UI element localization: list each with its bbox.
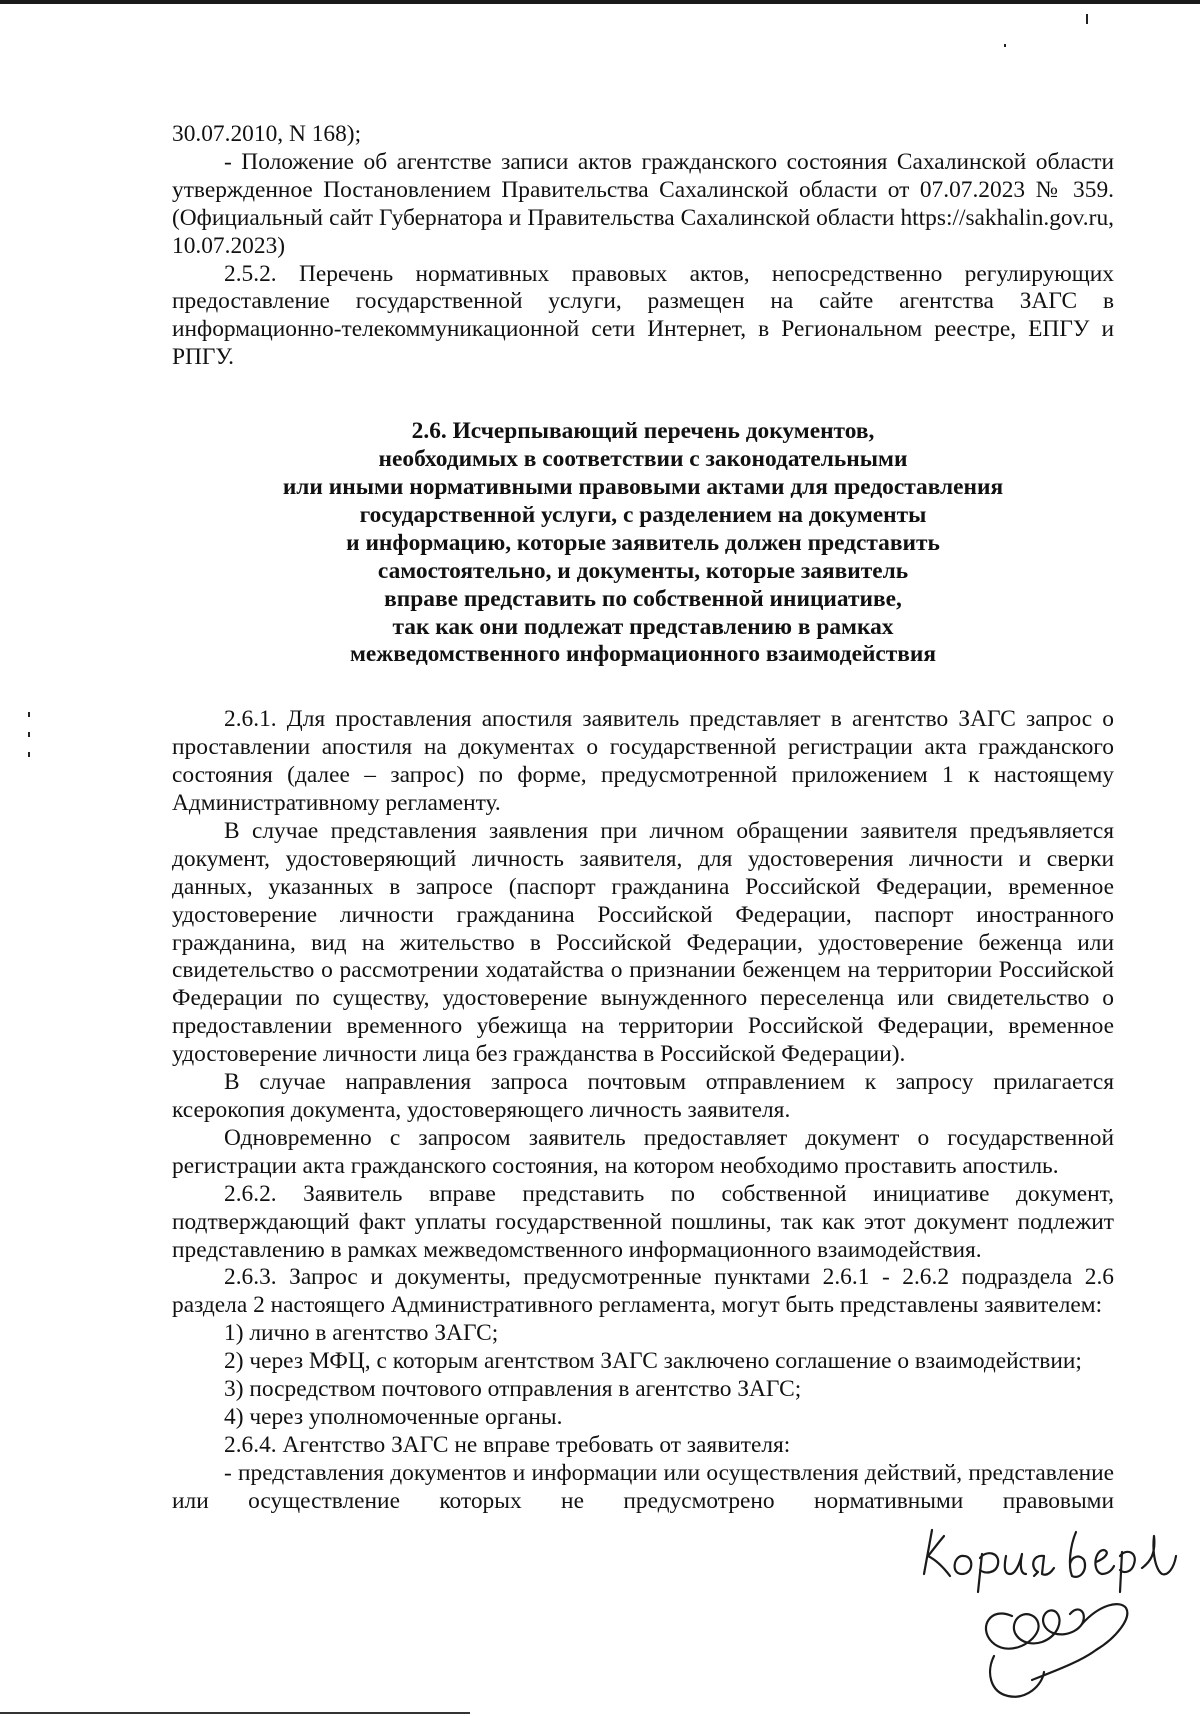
heading-line: межведомственного информационного взаимодействия: [349, 641, 937, 668]
scan-speck: [28, 712, 30, 717]
scan-top-border: [0, 0, 1200, 4]
list-item-post: 3) посредством почтового отправления в агентство ЗАГС;: [224, 1376, 802, 1403]
list-item-authorized-bodies: 4) через уполномоченные органы.: [224, 1403, 563, 1430]
document-page: [172, 121, 1114, 1516]
paragraph-personal-request: В случае представления заявления при личном обращении заявителя предъявляется документ, удостоверяющий личность заявителя, для удостоверения личности и сверки данных, указанных в запросе (паспорт гражданина Российской Федерации, временное удостоверение личности гражданина Российской Федерации, паспорт иностранного гражданина, вид на жительство в Российской Федерации, удостоверение беженца или свидетельство о рассмотрении ходатайства о признании беженцем на территории Российской Федерации по существу, удостоверение вынужденного переселенца или свидетельство о предоставлении временного убежища на территории Российской Федерации, временное удостоверение личности лица без гражданства в Российской Федерации).: [172, 817, 1114, 1068]
heading-line: 2.6. Исчерпывающий перечень документов,: [411, 418, 875, 445]
scan-speck: [28, 752, 30, 757]
section-heading-2-6: [172, 418, 1114, 669]
scan-speck: [28, 732, 30, 737]
scan-speck: [1086, 14, 1088, 24]
handwritten-certification-signature: [920, 1496, 1190, 1706]
paragraph-regulation-item: - Положение об агентстве записи актов гражданского состояния Сахалинской области утвержденное Постановлением Правительства Сахалинской области от 07.07.2023 № 359. (Официальный сайт Губернатора и Правительства Сахалинской области https://sakhalin.gov.ru, 10.07.2023): [172, 148, 1114, 259]
scan-bottom-border: [0, 1712, 470, 1714]
paragraph-2-6-2: 2.6.2. Заявитель вправе представить по собственной инициативе документ, подтверждающий факт уплаты государственной пошлины, так как этот документ подлежит представлению в рамках межведомственного информационного взаимодействия.: [172, 1180, 1114, 1263]
heading-line: или иными нормативными правовыми актами для предоставления: [282, 473, 1004, 500]
paragraph-2-6-4: 2.6.4. Агентство ЗАГС не вправе требовать от заявителя:: [224, 1431, 791, 1458]
heading-line: самостоятельно, и документы, которые заявитель: [377, 557, 909, 584]
paragraph-simultaneous-document: Одновременно с запросом заявитель предоставляет документ о государственной регистрации акта гражданского состояния, на котором необходимо проставить апостиль.: [172, 1124, 1114, 1179]
list-item-in-person: 1) лично в агентство ЗАГС;: [224, 1320, 499, 1347]
paragraph-2-5-2: 2.5.2. Перечень нормативных правовых актов, непосредственно регулирующих предоставление государственной услуги, размещен на сайте агентства ЗАГС в информационно-телекоммуникационной сети Интернет, в Региональном реестре, ЕПГУ и РПГУ.: [172, 260, 1114, 371]
heading-line: и информацию, которые заявитель должен представить: [346, 529, 940, 556]
paragraph-prohibited-requirements: - представления документов и информации или осуществления действий, представление или осуществление которых не предусмотрено нормативными правовыми: [172, 1459, 1114, 1514]
scan-speck: [1004, 44, 1006, 47]
heading-line: необходимых в соответствии с законодательными: [378, 446, 908, 473]
list-item-mfc: 2) через МФЦ, с которым агентством ЗАГС заключено соглашение о взаимодействии;: [224, 1348, 1082, 1375]
heading-line: вправе представить по собственной инициативе,: [384, 585, 902, 612]
paragraph-postal-request: В случае направления запроса почтовым отправлением к запросу прилагается ксерокопия документа, удостоверяющего личность заявителя.: [172, 1069, 1114, 1123]
paragraph-2-6-1: 2.6.1. Для проставления апостиля заявитель представляет в агентство ЗАГС запрос о проставлении апостиля на документах о государственной регистрации акта гражданского состояния (далее – запрос) по форме, предусмотренной приложением 1 к настоящему Административному регламенту.: [172, 706, 1114, 817]
heading-line: так как они подлежат представлению в рамках: [392, 613, 894, 640]
paragraph-citation-end: 30.07.2010, N 168);: [172, 121, 362, 147]
paragraph-2-6-3: 2.6.3. Запрос и документы, предусмотренные пунктами 2.6.1 - 2.6.2 подраздела 2.6 раздела 2 настоящего Административного регламента, могут быть представлены заявителем:: [172, 1264, 1114, 1319]
heading-line: государственной услуги, с разделением на документы: [359, 501, 927, 528]
